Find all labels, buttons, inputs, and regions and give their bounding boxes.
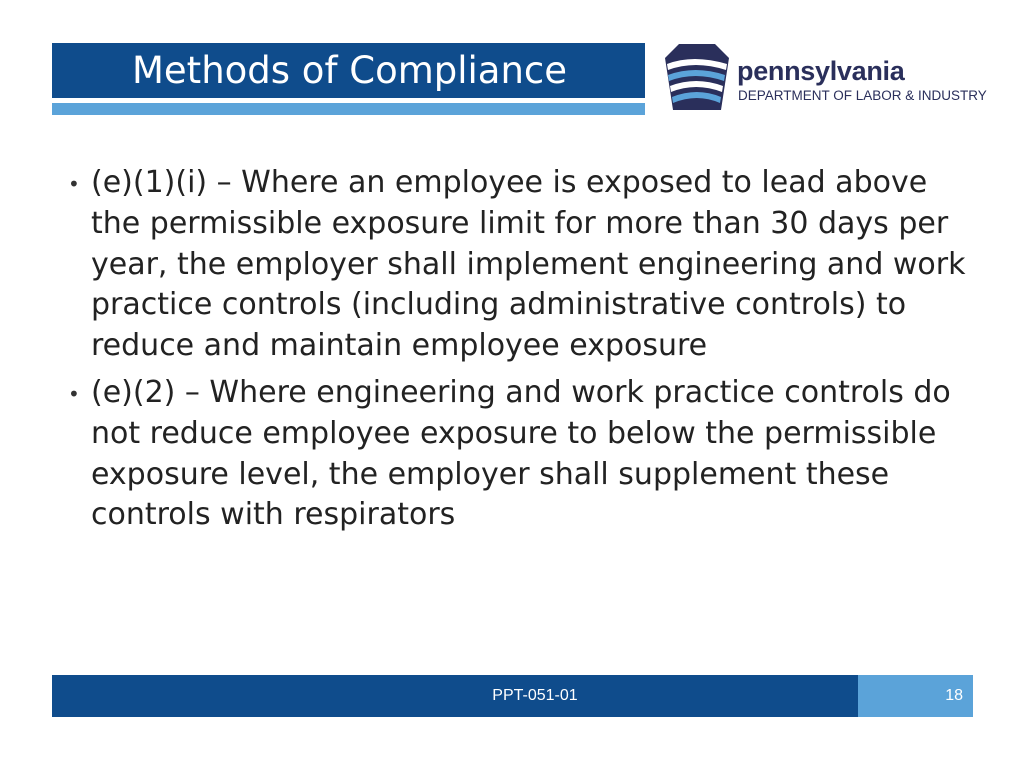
bullet-text: (e)(1)(i) – Where an employee is exposed to lead above the permissible exposure limit for more than 30 days per year, the employer shall implement engineering and work practice controls (including administrative controls) to reduce and maintain employee exposure — [91, 165, 966, 364]
footer-code: PPT-051-01 — [492, 687, 578, 704]
page-number-box — [858, 675, 973, 717]
footer-bar — [52, 675, 858, 717]
footer — [52, 675, 973, 717]
bullet-item — [68, 163, 968, 367]
keystone-logo-icon — [665, 44, 729, 110]
page-number: 18 — [945, 687, 963, 704]
logo-name: pennsylvania — [737, 56, 905, 86]
bullet-text: (e)(2) – Where engineering and work practice controls do not reduce employee exposure to below the permissible exposure level, the employer shall supplement these controls with respirators — [91, 374, 951, 533]
bullet-item — [68, 373, 968, 536]
slide-title: Methods of Compliance — [132, 49, 568, 92]
bullet-list — [68, 163, 968, 542]
title-bar — [52, 43, 645, 98]
bullet-dot-icon: • — [68, 381, 80, 406]
pa-labor-logo — [665, 44, 985, 110]
logo-subtitle: DEPARTMENT OF LABOR & INDUSTRY — [738, 88, 987, 103]
bullet-dot-icon: • — [68, 172, 80, 196]
title-underline — [52, 103, 645, 115]
